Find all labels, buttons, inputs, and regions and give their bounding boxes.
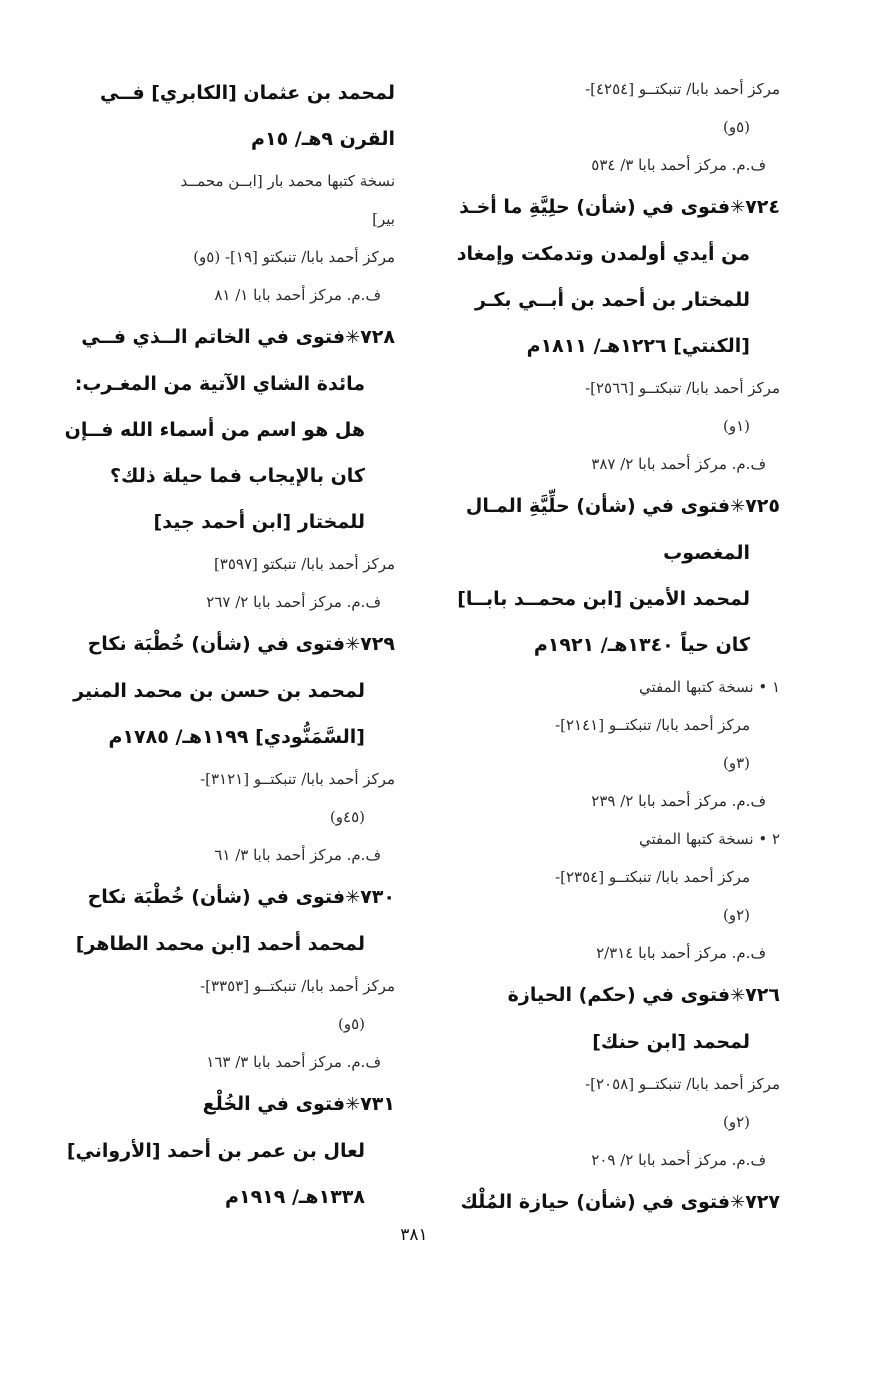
reference-line <box>50 583 395 621</box>
entry-title-line <box>440 231 780 277</box>
line-text: من أيدي أولمدن وتدمكت وإمغاد <box>456 243 750 265</box>
line-text: فتوى في (حكم) الحيازة <box>507 984 731 1006</box>
reference-line <box>440 782 780 820</box>
line-text: ف.م. مركز أحمد بابا ١/ ٨١ <box>214 286 381 304</box>
catalog-line <box>440 668 780 706</box>
entry-number: ٧٢٧ <box>745 1191 780 1213</box>
catalog-line <box>440 1065 780 1103</box>
line-text: كان بالإيجاب فما حيلة ذلك؟ <box>110 465 365 487</box>
catalog-line <box>440 407 780 445</box>
line-text: لمحمد أحمد [ابن محمد الطاهر] <box>75 933 365 955</box>
line-text: للمختار [ابن أحمد جيد] <box>153 511 365 533</box>
line-text: مركز أحمد بابا/ تنبكتــو [٣١٢١]- <box>200 770 395 788</box>
line-text: ٢ • نسخة كتبها المفتي <box>639 830 780 848</box>
catalog-line <box>440 744 780 782</box>
line-text: مركز أحمد بابا/ تنبكتــو [٣٣٥٣]- <box>200 977 395 995</box>
line-text: فتوى في (شأن) حلِيَّةِ ما أخـذ <box>459 196 731 218</box>
catalog-line <box>50 967 395 1005</box>
entry-number: ٧٢٤ <box>745 196 780 218</box>
star-icon: ✳ <box>345 887 361 908</box>
line-text: المغصوب <box>663 542 750 564</box>
reference-line <box>440 146 780 184</box>
entry-title <box>440 483 780 530</box>
entry-title-line <box>50 1128 395 1174</box>
line-text: فتوى في الخاتم الــذي فــي <box>81 326 346 348</box>
line-text: ف.م. مركز أحمد بابا ٢/ ٢٣٩ <box>591 792 766 810</box>
entry-title-line <box>50 407 395 453</box>
line-text: مركز أحمد بابا/ تنبكتو [٣٥٩٧] <box>213 555 395 573</box>
reference-line <box>50 836 395 874</box>
line-text: مركز أحمد بابا/ تنبكتــو [٢٣٥٤]- <box>555 868 750 886</box>
catalog-line <box>50 238 395 276</box>
right-column <box>440 70 780 1226</box>
star-icon: ✳ <box>345 327 361 348</box>
line-text: ف.م. مركز أحمد بابا ٣/ ١٦٣ <box>206 1053 381 1071</box>
line-text: مركز أحمد بابا/ تنبكتو [١٩]- (٥و) <box>193 248 395 266</box>
catalog-line <box>440 820 780 858</box>
line-text: ف.م. مركز أحمد بابا ٢/ ٢٠٩ <box>591 1151 766 1169</box>
reference-line <box>440 1141 780 1179</box>
line-text: للمختار بن أحمد بن أبــي بكـر <box>475 289 750 311</box>
line-text: نسخة كتبها محمد بار [ابــن محمــد <box>180 172 395 190</box>
line-text: هل هو اسم من أسماء الله فــإن <box>64 419 365 441</box>
entry-title <box>440 972 780 1019</box>
entry-number: ٧٢٦ <box>745 984 780 1006</box>
line-text: (٥و) <box>337 1015 365 1033</box>
line-text: ف.م. مركز أحمد بابا ٣/ ٥٣٤ <box>591 156 766 174</box>
reference-line <box>440 445 780 483</box>
catalog-line <box>440 858 780 896</box>
line-text: ف.م. مركز أحمد بابا ٢/٣١٤ <box>596 944 766 962</box>
catalog-line <box>440 70 780 108</box>
entry-title-line <box>50 499 395 545</box>
entry-title <box>50 314 395 361</box>
catalog-line <box>50 162 395 200</box>
entry-title-line <box>50 70 395 116</box>
line-text: مركز أحمد بابا/ تنبكتــو [٢٥٦٦]- <box>585 379 780 397</box>
catalog-line <box>50 1005 395 1043</box>
line-text: لعال بن عمر بن أحمد [الأرواني] <box>66 1140 365 1162</box>
line-text: [السَّمَنُّودي] ١١٩٩هـ/ ١٧٨٥م <box>108 726 365 748</box>
line-text: فتوى في (شأن) خُطْبَة نكاح <box>87 633 346 655</box>
line-text: القرن ٩هـ/ ١٥م <box>251 128 395 150</box>
catalog-line <box>440 706 780 744</box>
entry-title <box>440 184 780 231</box>
catalog-line <box>440 896 780 934</box>
catalog-line <box>50 760 395 798</box>
entry-title-line <box>50 1174 395 1220</box>
entry-title-line <box>440 323 780 369</box>
line-text: (٤٥و) <box>329 808 365 826</box>
reference-line <box>50 1043 395 1081</box>
line-text: مائدة الشاي الآتية من المغـرب: <box>74 373 365 395</box>
catalog-line <box>440 1103 780 1141</box>
line-text: (٥و) <box>722 118 750 136</box>
entry-number: ٧٢٥ <box>745 495 780 517</box>
line-text: ١٣٣٨هـ/ ١٩١٩م <box>225 1186 365 1208</box>
entry-number: ٧٣١ <box>360 1093 395 1115</box>
star-icon: ✳ <box>730 197 746 218</box>
left-column <box>50 70 395 1220</box>
entry-title-line <box>440 622 780 668</box>
line-text: كان حياً ١٣٤٠هـ/ ١٩٢١م <box>533 634 750 656</box>
entry-title-line <box>50 714 395 760</box>
line-text: مركز أحمد بابا/ تنبكتــو [٢٠٥٨]- <box>585 1075 780 1093</box>
entry-number: ٧٢٨ <box>360 326 395 348</box>
line-text: ١ • نسخة كتبها المفتي <box>639 678 780 696</box>
line-text: فتوى في (شأن) حلِّيَّةِ المـال <box>465 495 731 517</box>
line-text: مركز أحمد بابا/ تنبكتــو [٢١٤١]- <box>555 716 750 734</box>
entry-title-line <box>440 576 780 622</box>
catalog-line <box>50 200 395 238</box>
catalog-line <box>50 798 395 836</box>
reference-line <box>440 934 780 972</box>
line-text: فتوى في (شأن) خُطْبَة نكاح <box>87 886 346 908</box>
line-text: لمحمد [ابن حنك] <box>592 1031 750 1053</box>
star-icon: ✳ <box>730 985 746 1006</box>
entry-title-line <box>50 361 395 407</box>
star-icon: ✳ <box>730 1192 746 1213</box>
entry-title <box>50 874 395 921</box>
line-text: ف.م. مركز أحمد بابا ٢/ ٣٨٧ <box>591 455 766 473</box>
line-text: ف.م. مركز أحمد بابا ٢/ ٢٦٧ <box>206 593 381 611</box>
catalog-line <box>440 369 780 407</box>
entry-title-line <box>440 277 780 323</box>
line-text: (١و) <box>722 417 750 435</box>
entry-title-line <box>440 530 780 576</box>
line-text: لمحمد الأمين [ابن محمــد بابــا] <box>457 588 750 610</box>
line-text: لمحمد بن عثمان [الكابري] فــي <box>99 82 395 104</box>
line-text: بير] <box>372 210 395 228</box>
entry-title <box>440 1179 780 1226</box>
line-text: [الكنتي] ١٢٢٦هـ/ ١٨١١م <box>526 335 750 357</box>
entry-title <box>50 1081 395 1128</box>
page-number: ٣٨١ <box>400 1225 428 1245</box>
entry-title-line <box>50 453 395 499</box>
reference-line <box>50 276 395 314</box>
star-icon: ✳ <box>345 1094 361 1115</box>
line-text: (٢و) <box>722 1113 750 1131</box>
catalog-line <box>440 108 780 146</box>
line-text: ف.م. مركز أحمد بابا ٣/ ٦١ <box>214 846 381 864</box>
line-text: مركز أحمد بابا/ تنبكتــو [٤٢٥٤]- <box>585 80 780 98</box>
catalog-line <box>50 545 395 583</box>
entry-title-line <box>440 1019 780 1065</box>
line-text: (٣و) <box>722 754 750 772</box>
line-text: فتوى في (شأن) حيازة المُلْك <box>460 1191 731 1213</box>
entry-title-line <box>50 921 395 967</box>
entry-title <box>50 621 395 668</box>
line-text: لمحمد بن حسن بن محمد المنير <box>73 680 365 702</box>
entry-title-line <box>50 116 395 162</box>
line-text: (٢و) <box>722 906 750 924</box>
line-text: فتوى في الخُلْع <box>202 1093 346 1115</box>
entry-number: ٧٣٠ <box>360 886 395 908</box>
entry-title-line <box>50 668 395 714</box>
star-icon: ✳ <box>730 496 746 517</box>
entry-number: ٧٢٩ <box>360 633 395 655</box>
star-icon: ✳ <box>345 634 361 655</box>
